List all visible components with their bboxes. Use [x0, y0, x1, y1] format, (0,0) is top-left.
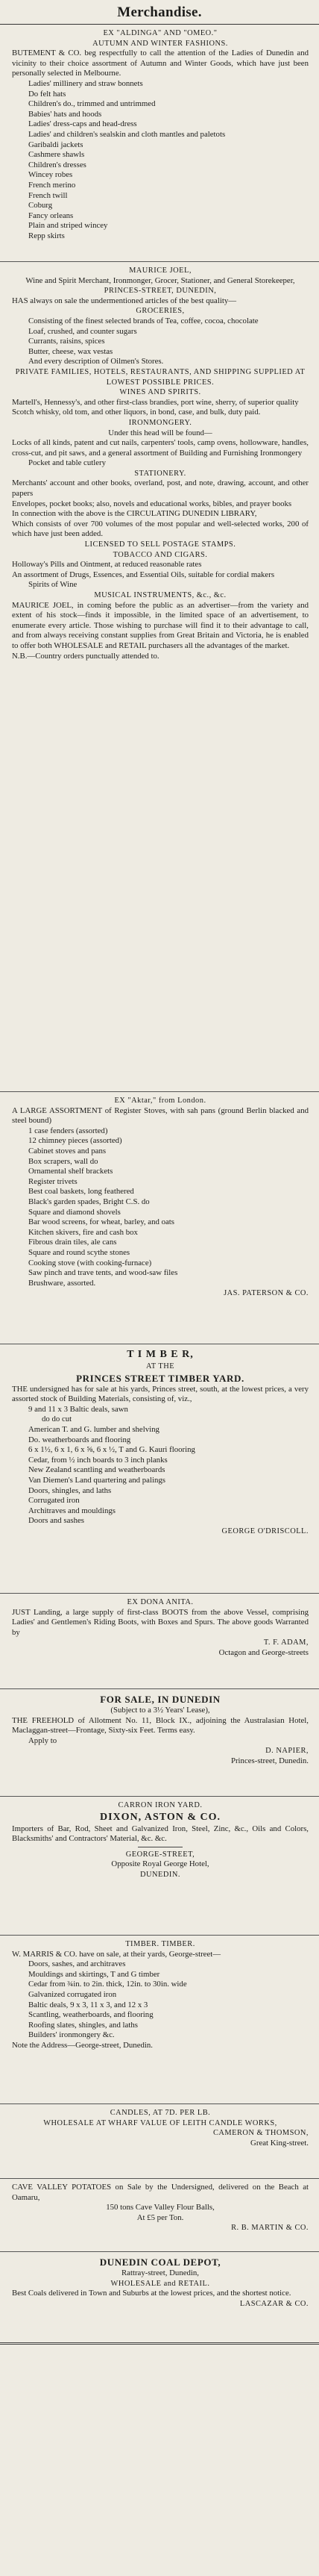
ad-subheading: WHOLESALE AT WHARF VALUE OF LEITH CANDLE WORKS,	[43, 2118, 277, 2127]
list-item: Ladies' and children's sealskin and cloth mantles and paletots	[28, 129, 226, 139]
list-item: American T. and G. lumber and shelving	[28, 1424, 160, 1434]
list-item: Register trivets	[28, 1176, 78, 1186]
ad-body: Which consists of over 700 volumes of the most popular and well-selected works, 200 of which have just been added.	[12, 519, 309, 539]
ad-body: Scotch whisky, old tom, and other liquors, in bond, case, and bulk, duty paid.	[12, 408, 261, 417]
ad-address: Note the Address—George-street, Dunedin.	[12, 2040, 153, 2050]
list-item: 12 chimney pieces (assorted)	[28, 1136, 122, 1146]
ad-coal-depot	[12, 2256, 309, 2338]
list-item: Galvanized corrugated iron	[28, 1989, 117, 1999]
list-item: Ladies' dress-caps and head-dress	[28, 119, 137, 129]
ad-address: Octagon and George-streets	[218, 1647, 309, 1657]
ad-body: Envelopes, pocket books; also, novels and educational works, bibles, and prayer books	[12, 499, 292, 508]
list-item: Mouldings and skirtings, T and G timber	[28, 1969, 160, 1979]
ad-carron-iron	[12, 1800, 309, 1932]
ad-body: A LARGE ASSORTMENT of Register Stoves, with sah pans (ground Berlin blacked and steel bound)	[12, 1105, 309, 1126]
ad-heading: PRINCES STREET TIMBER YARD.	[76, 1372, 244, 1384]
list-item: Cashmere shawls	[28, 150, 85, 160]
ad-firm-name: DIXON, ASTON & CO.	[99, 1811, 221, 1823]
list-item: Children's do., trimmed and untrimmed	[28, 99, 156, 109]
list-item: Scantling, weatherboards, and flooring	[28, 2010, 154, 2020]
ad-section-title: GROCERIES,	[136, 307, 185, 316]
ad-paterson	[12, 1096, 309, 1339]
list-item: Butter, cheese, wax vestas	[28, 346, 113, 356]
list-item: Doors and sashes	[28, 1516, 84, 1526]
ad-signature: R. B. MARTIN & CO.	[231, 2224, 309, 2233]
ad-body: HAS always on sale the undermentioned articles of the best quality—	[12, 296, 237, 305]
ad-signature: LASCAZAR & CO.	[239, 2299, 309, 2308]
ad-separator	[0, 1796, 319, 1797]
ad-body: Under this head will be found—	[108, 428, 212, 437]
list-item: Cedar from ¾in. to 2in. thick, 12in. to 30in. wide	[28, 1980, 187, 1989]
ad-marris-timber	[12, 1939, 309, 2099]
list-item: Ladies' millinery and straw bonnets	[28, 78, 143, 88]
page-end-rule	[0, 2342, 319, 2345]
ad-signature: D. NAPIER,	[265, 1747, 309, 1756]
list-item: Architraves and mouldings	[28, 1506, 116, 1515]
list-item: do do cut	[42, 1415, 72, 1424]
list-item: Plain and striped wincey	[28, 221, 108, 231]
ad-body: MAURICE JOEL, in coming before the public as an advertiser—from the variety and extent of his stock—finds it impossible, in the limited space of an advertisement, to enumerate every article. Those wishing to purchase will find it to their advantage to call, and from always receiving constant supplies from Great Britain and Victoria, he is enabled to offer both WHOLESALE and RETAIL purchasers all the advantages of the market.	[12, 600, 309, 650]
list-item: Saw pinch and trave tents, and wood-saw files	[28, 1268, 178, 1278]
ad-subheading: WHOLESALE and RETAIL.	[110, 2279, 210, 2288]
list-item: Consisting of the finest selected brands of Tea, coffee, cocoa, chocolate	[28, 316, 259, 325]
ad-separator	[0, 1935, 319, 1936]
ad-princes-timber	[12, 1348, 309, 1588]
list-item: Kitchen skivers, fire and cash box	[28, 1227, 138, 1237]
ad-body: Merchants' account and other books, overland, post, and note, drawing, account, and other papers	[12, 478, 309, 499]
ad-street: GEORGE-STREET,	[125, 1850, 195, 1859]
list-item: 9 and 11 x 3 Baltic deals, sawn	[28, 1404, 128, 1414]
list-item: Fancy orleans	[28, 210, 74, 220]
list-item: Box scrapers, wall do	[28, 1156, 98, 1166]
list-item: French twill	[28, 190, 68, 200]
ad-heading: T I M B E R,	[127, 1349, 194, 1360]
ad-body: Best Coals delivered in Town and Suburbs at the lowest prices, and the shortest notice.	[12, 2289, 291, 2298]
list-item: Cedar, from ½ inch boards to 3 inch planks	[28, 1455, 168, 1465]
list-item: Baltic deals, 9 x 3, 11 x 3, and 12 x 3	[28, 2000, 148, 2009]
ad-street: PRINCES-STREET, DUNEDIN,	[104, 287, 217, 296]
ad-freehold-sale	[12, 1693, 309, 1794]
section-heading: Merchandise.	[117, 4, 202, 20]
list-item: 6 x 1½, 6 x 1, 6 x ⅝, 6 x ½, T and G. Kauri flooring	[28, 1445, 195, 1455]
ad-body: THE FREEHOLD of Allotment No. 11, Block IX., adjoining the Australasian Hotel, Maclaggan-street—Frontage, Sixty-six Feet. Terms easy.	[12, 1715, 309, 1735]
list-item: Ornamental shelf brackets	[28, 1167, 113, 1176]
list-item: Spirits of Wine	[28, 580, 78, 590]
ad-separator	[0, 1091, 319, 1092]
ad-signature: T. F. ADAM,	[263, 1638, 309, 1647]
ad-address: Princes-street, Dunedin.	[230, 1756, 309, 1765]
list-item: Do felt hats	[28, 89, 66, 99]
list-item: Van Diemen's Land quartering and palings	[28, 1475, 165, 1485]
ad-footnote: N.B.—Country orders punctually attended to.	[12, 651, 160, 661]
ad-heading: DUNEDIN COAL DEPOT,	[99, 2257, 221, 2268]
ad-body: JUST Landing, a large supply of first-class BOOTS from the above Vessel, comprising Ladies' and Gentlemen's Riding Boots, with Boxes and Spurs. The above goods Warranted by	[12, 1607, 309, 1637]
ad-separator	[0, 2178, 319, 2179]
ad-address: Rattray-street, Dunedin,	[121, 2268, 200, 2277]
ad-vessel-line: EX "Aktar," from London.	[114, 1097, 206, 1105]
list-item: Cabinet stoves and pans	[28, 1146, 107, 1156]
ad-body: Locks of all kinds, patent and cut nails, carpenters' tools, camp ovens, hollowware, handles, cross-cut, and pit saws, and a general assortment of Building and Furnishing Ironmongery	[12, 438, 309, 458]
ad-butement-fashions	[12, 28, 309, 240]
ad-subheading: Wine and Spirit Merchant, Ironmonger, Grocer, Stationer, and General Storekeeper,	[25, 275, 295, 285]
list-item: Bar wood screens, for wheat, barley, and oats	[28, 1217, 174, 1227]
list-item: Pocket and table cutlery	[28, 458, 107, 468]
ad-heading: AUTUMN AND WINTER FASHIONS.	[92, 39, 228, 48]
ad-body: Holloway's Pills and Ointment, at reduced reasonable rates	[12, 560, 202, 570]
list-item: Coburg	[28, 201, 53, 210]
ad-heading: CANDLES, AT 7D. PER LB.	[110, 2109, 211, 2117]
ad-candles	[12, 2108, 309, 2174]
list-item: Builders' ironmongery &c.	[28, 2030, 115, 2040]
ad-apply: Apply to	[28, 1735, 57, 1745]
list-item: New Zealand scantling and weatherboards	[28, 1465, 165, 1475]
list-item: Children's dresses	[28, 160, 86, 169]
ad-address: Great King-street.	[250, 2138, 309, 2148]
list-item: Doors, sashes, and architraves	[28, 1959, 126, 1969]
ad-heading: TIMBER. TIMBER.	[125, 1940, 195, 1948]
list-item: At £5 per Ton.	[136, 2212, 184, 2222]
list-item: Repp skirts	[28, 231, 65, 240]
ad-maurice-joel	[12, 266, 309, 1087]
ad-dona-anita	[12, 1597, 309, 1687]
list-item: Roofing slates, shingles, and laths	[28, 2020, 138, 2030]
ad-signature: CAMERON & THOMSON,	[212, 2129, 309, 2138]
ad-separator	[0, 2103, 319, 2104]
ad-heading: CARRON IRON YARD.	[118, 1801, 203, 1809]
ad-signature: JAS. PATERSON & CO.	[224, 1289, 309, 1298]
ad-heading: MAURICE JOEL,	[129, 266, 192, 275]
list-item: Best coal baskets, long feathered	[28, 1187, 134, 1197]
list-item: Wincey robes	[28, 170, 73, 180]
ad-body: W. MARRIS & CO. have on sale, at their yards, George-street—	[12, 1949, 221, 1959]
ad-body: An assortment of Drugs, Essences, and Essential Oils, suitable for cordial makers	[12, 570, 275, 579]
list-item: Square and diamond shovels	[28, 1207, 121, 1217]
ad-body: THE undersigned has for sale at his yards, Princes street, south, at the lowest prices, a very assorted stock of Building Materials, consisting of, viz.,	[12, 1384, 309, 1404]
list-item: Corrugated iron	[28, 1496, 80, 1506]
list-item: 150 tons Cave Valley Flour Balls,	[106, 2203, 215, 2212]
ad-town: DUNEDIN.	[140, 1870, 180, 1879]
ad-separator	[0, 261, 319, 262]
list-item: Cooking stove (with cooking-furnace)	[28, 1258, 152, 1267]
ad-separator	[0, 1688, 319, 1689]
ad-body: Importers of Bar, Rod, Sheet and Galvanized Iron, Steel, Zinc, &c., Oils and Colors, Blacksmiths' and Contractors' Material, &c. &c.	[12, 1824, 309, 1844]
ad-body: BUTEMENT & CO. beg respectfully to call the attention of the Ladies of Dunedin and vicinity to their choice assortment of Autumn and Winter Goods, which have just been personally selected in Melbourne.	[12, 49, 309, 78]
ad-heading: FOR SALE, IN DUNEDIN	[100, 1694, 221, 1705]
ad-body: In connection with the above is the CIRCULATING DUNEDIN LIBRARY,	[12, 509, 257, 519]
list-item: Currants, raisins, spices	[28, 337, 105, 346]
list-item: Fibrous drain tiles, ale cans	[28, 1238, 117, 1247]
ad-note: PRIVATE FAMILIES, HOTELS, RESTAURANTS, AND SHIPPING SUPPLIED AT LOWEST POSSIBLE PRICES.	[15, 367, 306, 387]
ad-subheading: (Subject to a 3½ Years' Lease),	[110, 1706, 210, 1715]
ad-cave-valley	[12, 2183, 309, 2248]
ad-section-title: WINES AND SPIRITS.	[119, 388, 201, 397]
ad-vessel-line: EX DONA ANITA.	[127, 1598, 194, 1606]
ad-address: Opposite Royal George Hotel,	[111, 1859, 209, 1869]
list-item: Doors, shingles, and laths	[28, 1485, 112, 1495]
list-item: Loaf, crushed, and counter sugars	[28, 326, 137, 336]
ad-signature: GEORGE O'DRISCOLL.	[221, 1526, 309, 1535]
ad-section-title: TOBACCO AND CIGARS.	[113, 550, 208, 559]
ad-vessel-line: EX "ALDINGA" AND "OMEO."	[103, 29, 218, 37]
list-item: Brushware, assorted.	[28, 1278, 96, 1288]
list-item: Babies' hats and hoods	[28, 109, 102, 119]
ad-section-title: MUSICAL INSTRUMENTS, &c., &c.	[94, 591, 227, 599]
list-item: Square and round scythe stones	[28, 1247, 130, 1257]
ad-separator	[0, 1593, 319, 1594]
ad-section-title: STATIONERY.	[134, 469, 186, 478]
list-item: French merino	[28, 180, 76, 190]
list-item: Do. weatherboards and flooring	[28, 1435, 131, 1444]
ad-separator	[0, 2251, 319, 2252]
ad-section-title: LICENSED TO SELL POSTAGE STAMPS.	[84, 540, 236, 549]
ad-body: CAVE VALLEY POTATOES on Sale by the Undersigned, delivered on the Beach at Oamaru,	[12, 2183, 309, 2202]
header-rule	[0, 24, 319, 25]
list-item: Black's garden spades, Bright C.S. do	[28, 1197, 150, 1206]
list-item: 1 case fenders (assorted)	[28, 1126, 108, 1135]
ad-subheading: AT THE	[145, 1362, 175, 1370]
list-item: And every description of Oilmen's Stores.	[28, 357, 164, 367]
ad-section-title: IRONMONGERY.	[128, 418, 192, 427]
list-item: Garibaldi jackets	[28, 140, 83, 149]
ad-body: Martell's, Hennessy's, and other first-class brandies, port wine, sherry, of superior quality	[12, 397, 299, 407]
